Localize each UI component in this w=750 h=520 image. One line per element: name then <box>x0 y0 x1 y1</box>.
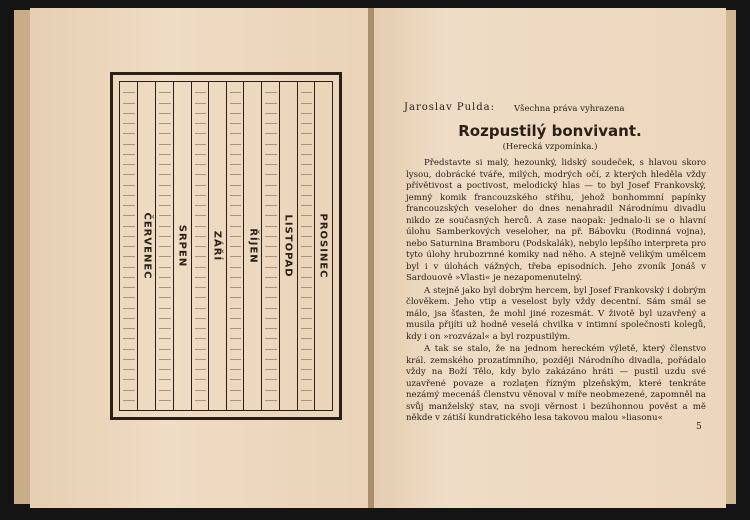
calendar-column-prosinec <box>297 82 332 410</box>
calendar-day-row <box>230 236 241 237</box>
calendar-day-row <box>301 308 312 309</box>
calendar-day-row <box>301 236 312 237</box>
calendar-day-row <box>230 277 241 278</box>
calendar-day-row <box>265 369 276 370</box>
calendar-day-row <box>230 164 241 165</box>
calendar-day-row <box>230 256 241 257</box>
calendar-day-row <box>195 144 206 145</box>
calendar-day-row <box>159 328 170 329</box>
article-subtitle: (Herecká vzpomínka.) <box>502 142 598 152</box>
calendar-day-row <box>195 308 206 309</box>
page-number: 5 <box>696 422 702 432</box>
calendar-day-row <box>301 154 312 155</box>
calendar-day-row <box>159 133 170 134</box>
calendar-month-label: PROSINEC <box>317 213 329 279</box>
calendar-day-row <box>159 297 170 298</box>
calendar-day-row <box>123 308 135 309</box>
calendar-day-row <box>195 113 206 114</box>
calendar-day-row <box>123 349 135 350</box>
calendar-day-row <box>230 113 241 114</box>
calendar-month-header <box>173 82 191 410</box>
calendar-day-row <box>265 185 276 186</box>
calendar-day-row <box>159 103 170 104</box>
calendar-day-row <box>195 267 206 268</box>
calendar-day-row <box>265 215 276 216</box>
calendar-day-row <box>230 338 241 339</box>
calendar-day-row <box>265 113 276 114</box>
calendar-day-row <box>195 92 206 93</box>
calendar-day-row <box>123 174 135 175</box>
article-paragraph: Představte si malý, hezounký, lidský soudeček, s hlavou skoro lysou, dobrácké tváře, milých, modrých očí, z kterých hleděla vždy přívětivost a poctivost, melodický hlas — to byl Josef Frankovský, jemný komik francouzského střihu, jehož bonhommní papínky francouzských veseloher do dnes nenahradil Národnímu divadlu nikdo ze současných herců. A zase naopak: jednalo-li se o hlavní úlohu Samberkových veseloher, na př. Bábovku (Rodinná vojna), nebo Saturnina Bramboru (Podskalák), nebylo lepšího interpreta pro tyto úlohy hrubozrnné komiky nad něho. A stejně velikým umělcem byl i v úlohách vážných, třeba episodních. Jeho zvoník Jonáš v Sardouově »Vlasti« je nezapomenutelný. <box>406 158 706 283</box>
calendar-day-row <box>195 164 206 165</box>
calendar-column-srpen <box>155 82 190 410</box>
calendar-day-row <box>123 123 135 124</box>
article-author: Jaroslav Pulda: <box>404 102 495 113</box>
calendar-day-row <box>123 390 135 391</box>
calendar-day-row <box>195 236 206 237</box>
calendar-day-row <box>123 205 135 206</box>
calendar-day-row <box>195 256 206 257</box>
calendar-day-row <box>265 174 276 175</box>
calendar-day-row <box>195 338 206 339</box>
calendar-day-row <box>159 174 170 175</box>
calendar-day-row <box>265 277 276 278</box>
calendar-month-label: ČERVENEC <box>141 212 153 280</box>
calendar-day-row <box>265 267 276 268</box>
calendar-day-row <box>265 359 276 360</box>
calendar-day-row <box>195 277 206 278</box>
calendar-day-row <box>159 236 170 237</box>
calendar-day-row <box>230 246 241 247</box>
calendar-day-row <box>195 185 206 186</box>
calendar-day-row <box>123 287 135 288</box>
calendar-day-row <box>195 369 206 370</box>
calendar-day-row <box>123 103 135 104</box>
calendar-day-row <box>123 92 135 93</box>
calendar-day-row <box>265 246 276 247</box>
calendar-day-row <box>159 379 170 380</box>
calendar-day-row <box>230 205 241 206</box>
calendar-day-row <box>265 328 276 329</box>
calendar-day-row <box>159 195 170 196</box>
calendar-day-row <box>195 226 206 227</box>
calendar-day-row <box>159 246 170 247</box>
calendar-day-row <box>301 174 312 175</box>
calendar-day-row <box>159 369 170 370</box>
calendar-day-row <box>301 328 312 329</box>
calendar-day-row <box>195 328 206 329</box>
calendar-day-row <box>159 144 170 145</box>
calendar-day-row <box>159 154 170 155</box>
calendar-day-row <box>159 113 170 114</box>
calendar-day-row <box>230 379 241 380</box>
calendar-table <box>110 72 342 420</box>
calendar-month-label: SRPEN <box>176 224 188 268</box>
calendar-day-row <box>230 185 241 186</box>
calendar-day-row <box>195 297 206 298</box>
rights-notice: Všechna práva vyhrazena <box>514 104 625 114</box>
calendar-month-header <box>279 82 297 410</box>
article-title: Rozpustilý bonvivant. <box>458 122 642 140</box>
article-paragraph: A tak se stalo, že na jednom hereckém výletě, který členstvo král. zemského prozatímního, později Národního divadla, pořádalo vždy na Boží Tělo, kdy bylo zakázáno hráti — pustil uzdu své uzavřené povaze a rozlaţen řízným plzeňským, které tenkráte nezámý mecenáš členstvu věnoval v míře neobmezené, zapomněl na svůj manželský stav, na svoji věrnost i bezúhonnou pověst a mě někde v zátiší kundratického lesa takovou malou »liasonu« <box>406 344 706 423</box>
calendar-day-row <box>230 318 241 319</box>
calendar-day-row <box>301 349 312 350</box>
calendar-day-row <box>301 256 312 257</box>
calendar-month-header <box>137 82 155 410</box>
calendar-day-row <box>195 205 206 206</box>
calendar-day-row <box>301 123 312 124</box>
calendar-day-row <box>123 277 135 278</box>
calendar-day-row <box>301 359 312 360</box>
calendar-day-row <box>301 92 312 93</box>
calendar-day-row <box>265 226 276 227</box>
calendar-day-row <box>230 103 241 104</box>
calendar-day-row <box>265 195 276 196</box>
calendar-day-row <box>265 318 276 319</box>
calendar-day-row <box>265 390 276 391</box>
calendar-day-row <box>301 400 312 401</box>
calendar-day-row <box>123 113 135 114</box>
calendar-day-row <box>123 164 135 165</box>
calendar-day-row <box>123 359 135 360</box>
calendar-day-row <box>301 390 312 391</box>
calendar-day-row <box>301 338 312 339</box>
calendar-day-row <box>265 92 276 93</box>
calendar-day-row <box>265 349 276 350</box>
calendar-day-row <box>301 277 312 278</box>
calendar-day-row <box>159 267 170 268</box>
calendar-day-row <box>123 256 135 257</box>
calendar-day-row <box>265 256 276 257</box>
calendar-day-row <box>301 287 312 288</box>
calendar-day-row <box>195 174 206 175</box>
calendar-day-row <box>301 113 312 114</box>
calendar-day-row <box>265 205 276 206</box>
calendar-day-row <box>301 133 312 134</box>
calendar-day-row <box>195 133 206 134</box>
calendar-day-row <box>301 246 312 247</box>
calendar-day-row <box>195 246 206 247</box>
calendar-month-header <box>208 82 226 410</box>
calendar-day-row <box>230 267 241 268</box>
calendar-day-row <box>123 236 135 237</box>
calendar-day-row <box>159 123 170 124</box>
calendar-day-row <box>123 267 135 268</box>
calendar-month-header <box>243 82 261 410</box>
calendar-day-row <box>123 369 135 370</box>
calendar-day-row <box>265 297 276 298</box>
calendar-month-label: LISTOPAD <box>282 214 294 278</box>
calendar-day-row <box>123 133 135 134</box>
calendar-month-label: ZÁŘÍ <box>211 230 223 262</box>
calendar-day-row <box>195 379 206 380</box>
calendar-day-row <box>301 185 312 186</box>
calendar-day-row <box>195 349 206 350</box>
calendar-day-row <box>301 369 312 370</box>
calendar-day-row <box>265 123 276 124</box>
calendar-day-row <box>230 195 241 196</box>
calendar-day-row <box>123 297 135 298</box>
calendar-day-row <box>123 144 135 145</box>
calendar-day-row <box>159 390 170 391</box>
calendar-day-row <box>195 287 206 288</box>
calendar-day-row <box>301 379 312 380</box>
calendar-day-row <box>265 400 276 401</box>
calendar-day-row <box>230 287 241 288</box>
calendar-day-row <box>230 308 241 309</box>
calendar-day-row <box>123 154 135 155</box>
calendar-day-row <box>230 349 241 350</box>
calendar-day-row <box>265 164 276 165</box>
calendar-day-row <box>159 256 170 257</box>
calendar-day-row <box>123 185 135 186</box>
calendar-day-row <box>230 154 241 155</box>
calendar-day-row <box>159 164 170 165</box>
calendar-day-row <box>159 226 170 227</box>
article-body <box>406 158 706 425</box>
calendar-column-rijen <box>226 82 261 410</box>
calendar-day-row <box>265 338 276 339</box>
calendar-day-row <box>195 154 206 155</box>
calendar-day-row <box>265 287 276 288</box>
calendar-day-row <box>159 349 170 350</box>
calendar-day-row <box>230 144 241 145</box>
calendar-day-row <box>301 297 312 298</box>
calendar-day-row <box>230 297 241 298</box>
calendar-day-row <box>301 195 312 196</box>
calendar-day-row <box>230 400 241 401</box>
calendar-month-label: ŘÍJEN <box>247 228 259 264</box>
calendar-day-row <box>123 226 135 227</box>
calendar-day-row <box>195 359 206 360</box>
calendar-column-zari <box>191 82 226 410</box>
calendar-day-row <box>265 236 276 237</box>
calendar-day-row <box>123 379 135 380</box>
calendar-day-row <box>123 195 135 196</box>
calendar-day-row <box>230 328 241 329</box>
calendar-day-row <box>301 215 312 216</box>
calendar-day-row <box>159 338 170 339</box>
article-paragraph: A stejně jako byl dobrým hercem, byl Josef Frankovský i dobrým člověkem. Jeho vtip a veselost byly vždy decentní. Sám smál se málo, jsa šťasten, že mohl jiné rozesmát. V životě byl uzavřený a musila přijíti už hodně veselá chvilka v intimní společnosti kolegů, kdy i on »rozvázal« a byl rozpustilým. <box>406 285 706 342</box>
calendar-day-row <box>301 205 312 206</box>
calendar-day-row <box>123 328 135 329</box>
calendar-day-row <box>230 359 241 360</box>
calendar-column-listopad <box>261 82 296 410</box>
calendar-day-row <box>123 400 135 401</box>
calendar-day-row <box>301 226 312 227</box>
calendar-day-row <box>195 103 206 104</box>
calendar-day-row <box>265 103 276 104</box>
calendar-day-row <box>265 144 276 145</box>
right-page <box>374 8 726 508</box>
calendar-day-row <box>195 400 206 401</box>
calendar-day-row <box>159 277 170 278</box>
calendar-day-row <box>230 133 241 134</box>
calendar-day-row <box>159 359 170 360</box>
calendar-day-row <box>301 267 312 268</box>
calendar-column-cervenec <box>120 82 155 410</box>
calendar-day-row <box>301 318 312 319</box>
calendar-day-row <box>159 400 170 401</box>
calendar-day-row <box>159 92 170 93</box>
calendar-day-row <box>123 246 135 247</box>
calendar-day-row <box>123 215 135 216</box>
calendar-day-row <box>123 318 135 319</box>
calendar-day-row <box>195 195 206 196</box>
calendar-day-row <box>301 103 312 104</box>
calendar-day-row <box>301 164 312 165</box>
calendar-month-header <box>314 82 332 410</box>
calendar-day-row <box>195 390 206 391</box>
calendar-day-row <box>230 92 241 93</box>
calendar-day-row <box>159 185 170 186</box>
calendar-day-row <box>230 369 241 370</box>
calendar-day-row <box>265 308 276 309</box>
calendar-day-row <box>230 226 241 227</box>
calendar-day-row <box>230 123 241 124</box>
calendar-day-row <box>265 154 276 155</box>
calendar-day-row <box>159 287 170 288</box>
calendar-day-row <box>159 318 170 319</box>
calendar-day-row <box>195 215 206 216</box>
calendar-day-row <box>195 123 206 124</box>
calendar-day-row <box>230 390 241 391</box>
calendar-day-row <box>195 318 206 319</box>
calendar-grid <box>119 81 333 411</box>
calendar-day-row <box>123 338 135 339</box>
calendar-day-row <box>265 379 276 380</box>
calendar-day-row <box>159 205 170 206</box>
calendar-day-row <box>265 133 276 134</box>
calendar-day-row <box>230 174 241 175</box>
calendar-day-row <box>159 215 170 216</box>
calendar-day-row <box>230 215 241 216</box>
calendar-day-row <box>301 144 312 145</box>
calendar-day-row <box>159 308 170 309</box>
